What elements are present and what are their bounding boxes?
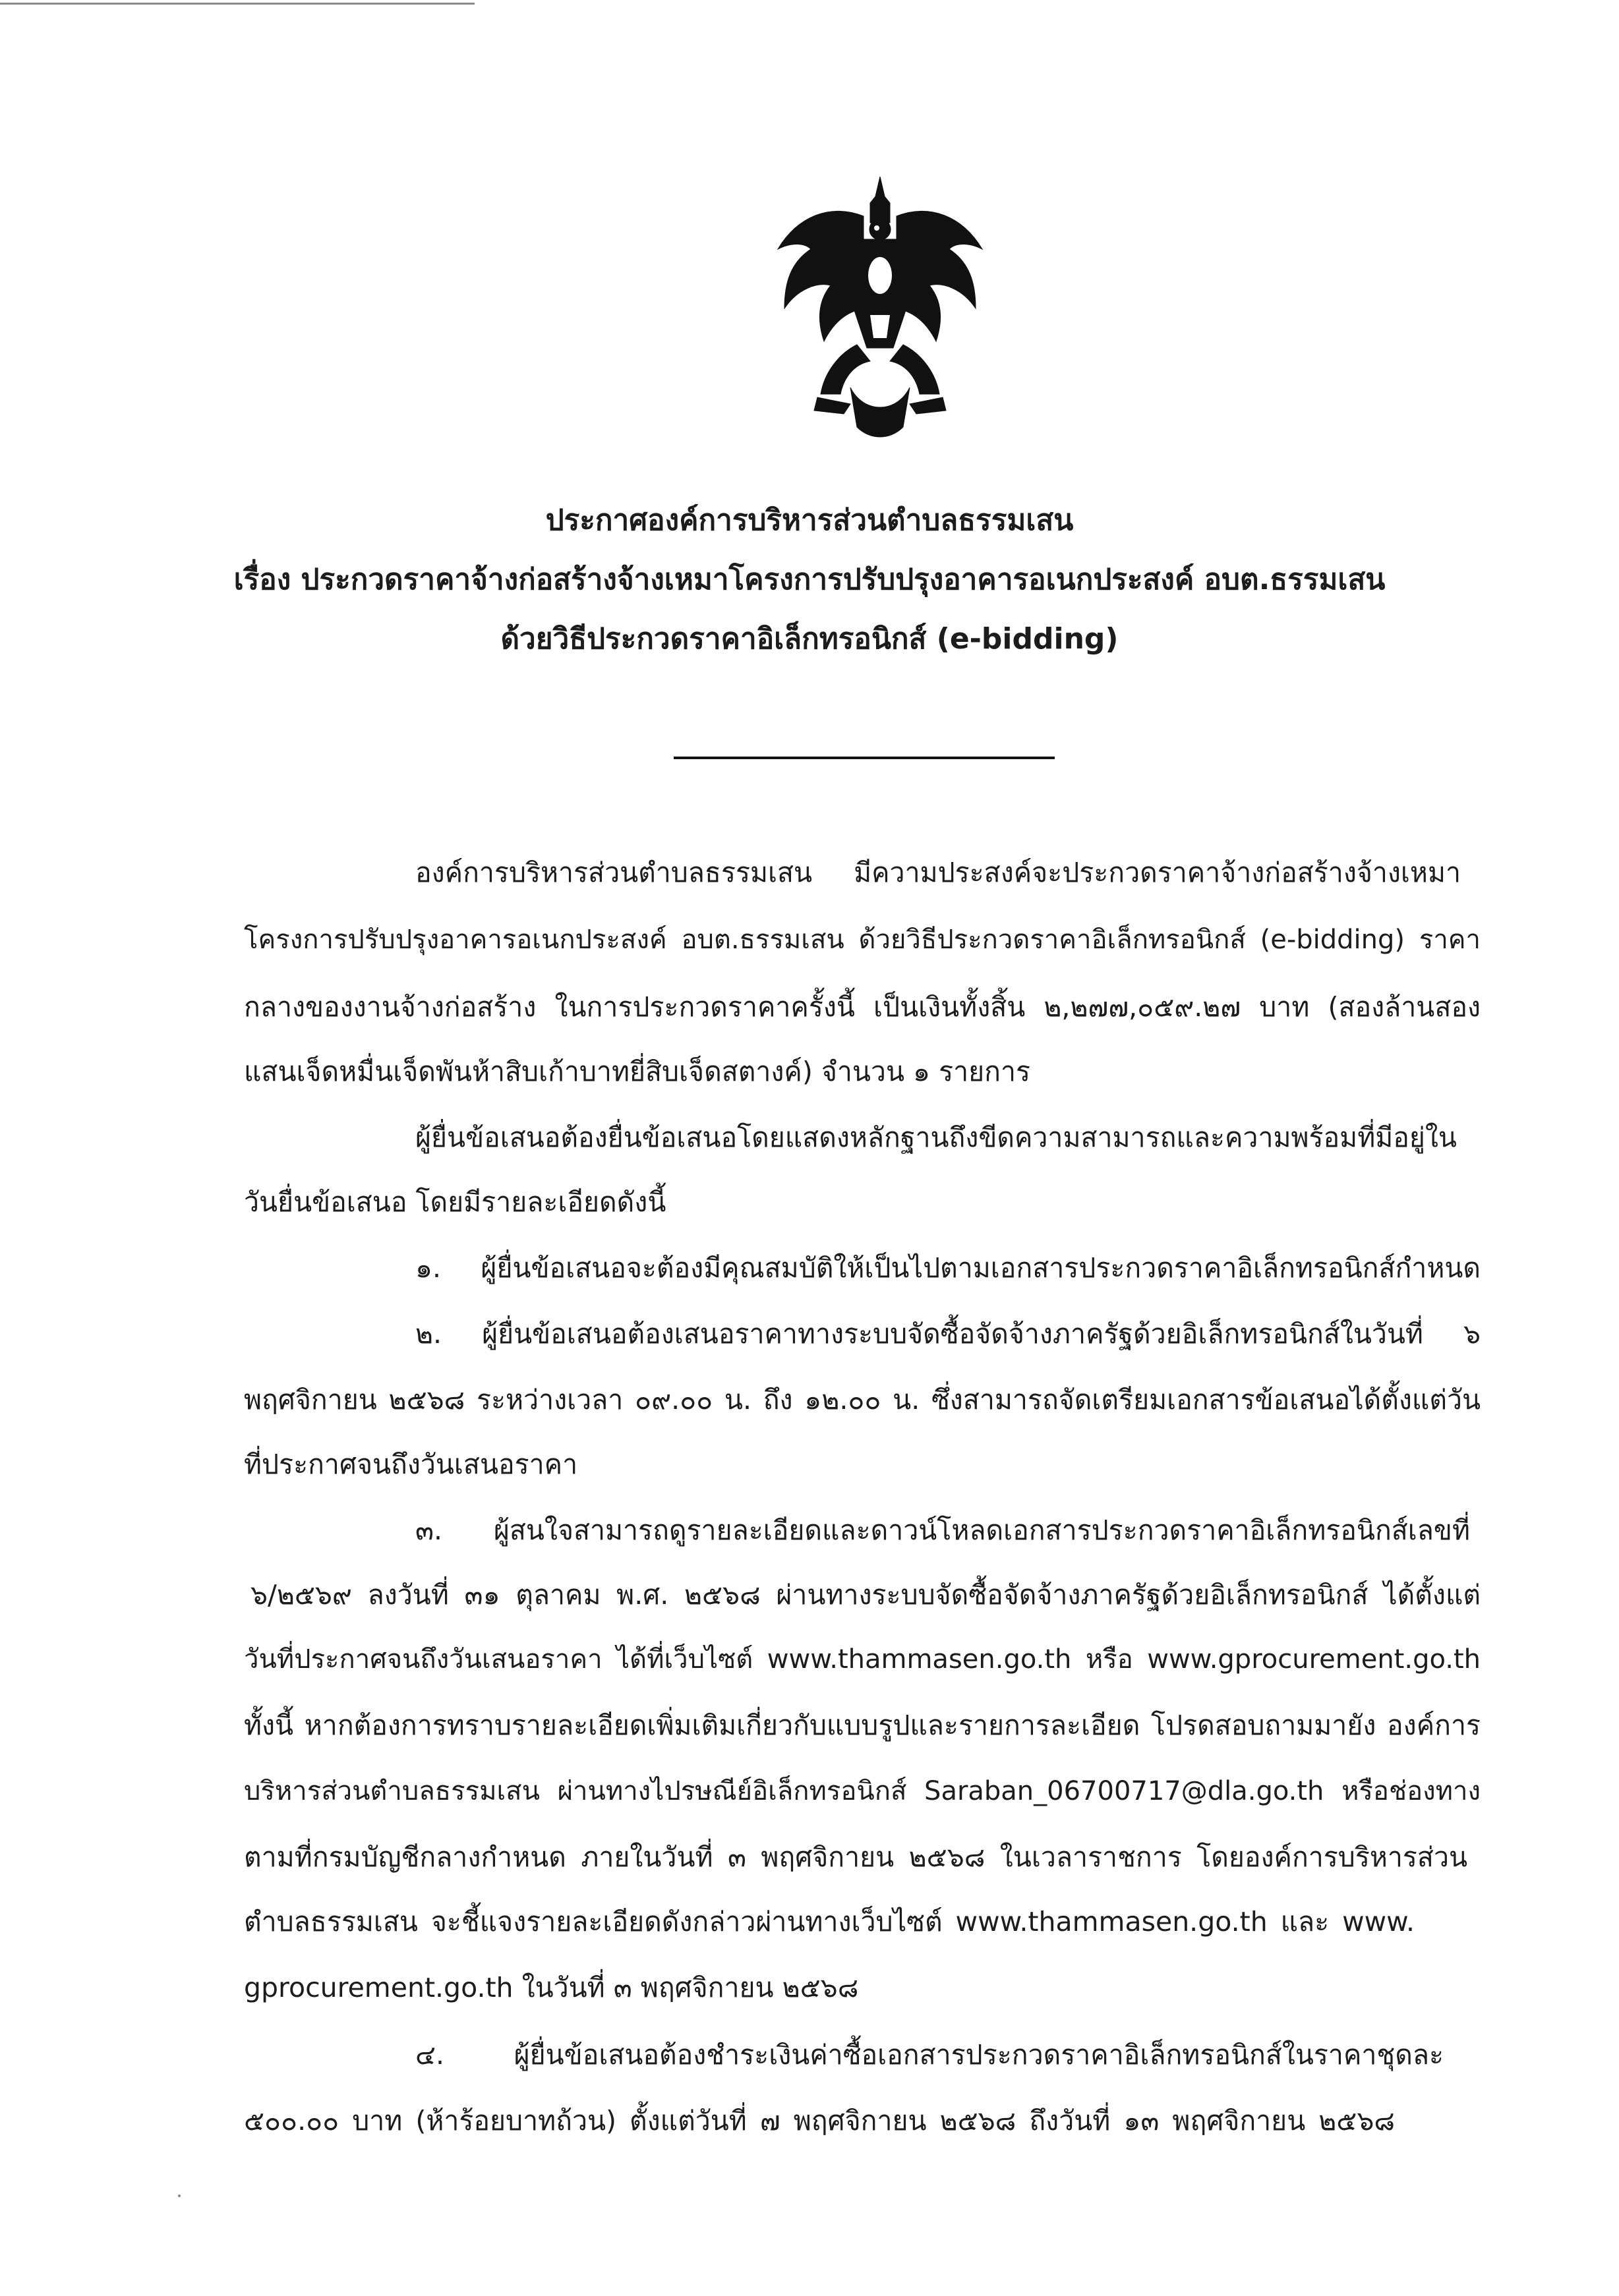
body-line-3: กลางของงานจ้างก่อสร้าง ในการประกวดราคาครั้งนี้ เป็นเงินทั้งสิ้น ๒,๒๗๗,๐๕๙.๒๗ บาท (สองล้านสอง	[244, 991, 1481, 1023]
announcement-title: ประกาศองค์การบริหารส่วนตำบลธรรมเสน	[545, 503, 1074, 537]
scan-speck	[178, 2195, 181, 2197]
body-line-1: องค์การบริหารส่วนตำบลธรรมเสน มีความประสงค์จะประกวดราคาจ้างก่อสร้างจ้างเหมา	[415, 857, 1461, 888]
body-line-2: โครงการปรับปรุงอาคารอเนกประสงค์ อบต.ธรรมเสน ด้วยวิธีประกวดราคาอิเล็กทรอนิกส์ (e-bidding) ราคา	[244, 925, 1481, 955]
body-line-15: บริหารส่วนตำบลธรรมเสน ผ่านทางไปรษณีย์อิเล็กทรอนิกส์ Saraban_06700717@dla.go.th หรือช่องทาง	[244, 1776, 1481, 1806]
body-line-9: พฤศจิกายน ๒๕๖๘ ระหว่างเวลา ๐๙.๐๐ น. ถึง ๑๒.๐๐ น. ซึ่งสามารถจัดเตรียมเอกสารข้อเสนอได้ตั้งแต่วัน	[244, 1384, 1481, 1416]
body-line-11: ๓. ผู้สนใจสามารถดูรายละเอียดและดาวน์โหลดเอกสารประกวดราคาอิเล็กทรอนิกส์เลขที่	[415, 1514, 1470, 1546]
body-line-5: ผู้ยื่นข้อเสนอต้องยื่นข้อเสนอโดยแสดงหลักฐานถึงขีดความสามารถและความพร้อมที่มีอยู่ใน	[415, 1122, 1457, 1153]
body-line-17: ตำบลธรรมเสน จะชี้แจงรายละเอียดดังกล่าวผ่านทางเว็บไซต์ www.thammasen.go.th และ www.	[244, 1906, 1415, 1937]
body-line-12: ๖/๒๕๖๙ ลงวันที่ ๓๑ ตุลาคม พ.ศ. ๒๕๖๘ ผ่านทางระบบจัดซื้อจัดจ้างภาครัฐด้วยอิเล็กทรอนิกส์ ได้ตั้งแต่	[250, 1579, 1481, 1611]
announcement-subject: เรื่อง ประกวดราคาจ้างก่อสร้างจ้างเหมาโครงการปรับปรุงอาคารอเนกประสงค์ อบต.ธรรมเสน	[233, 563, 1386, 596]
body-line-10: ที่ประกาศจนถึงวันเสนอราคา	[244, 1449, 578, 1480]
body-line-18: gprocurement.go.th ในวันที่ ๓ พฤศจิกายน ๒๕๖๘	[244, 1972, 859, 2003]
body-line-19: ๔. ผู้ยื่นข้อเสนอต้องชำระเงินค่าซื้อเอกสารประกวดราคาอิเล็กทรอนิกส์ในราคาชุดละ	[415, 2039, 1444, 2071]
title-divider	[674, 757, 1055, 759]
body-line-7: ๑. ผู้ยื่นข้อเสนอจะต้องมีคุณสมบัติให้เป็นไปตามเอกสารประกวดราคาอิเล็กทรอนิกส์กำหนด	[415, 1252, 1481, 1284]
body-line-6: วันยื่นข้อเสนอ โดยมีรายละเอียดดังนี้	[244, 1186, 666, 1218]
body-line-13: วันที่ประกาศจนถึงวันเสนอราคา ได้ที่เว็บไซต์ www.thammasen.go.th หรือ www.gprocurement.go.th	[244, 1644, 1481, 1675]
body-line-16: ตามที่กรมบัญชีกลางกำหนด ภายในวันที่ ๓ พฤศจิกายน ๒๕๖๘ ในเวลาราชการ โดยองค์การบริหารส่วน	[244, 1841, 1467, 1873]
garuda-emblem-icon	[771, 177, 989, 440]
scan-edge-line	[0, 3, 475, 5]
body-line-8: ๒. ผู้ยื่นข้อเสนอต้องเสนอราคาทางระบบจัดซื้อจัดจ้างภาครัฐด้วยอิเล็กทรอนิกส์ในวันที่ ๖	[415, 1318, 1481, 1350]
body-line-20: ๕๐๐.๐๐ บาท (ห้าร้อยบาทถ้วน) ตั้งแต่วันที่ ๗ พฤศจิกายน ๒๕๖๘ ถึงวันที่ ๑๓ พฤศจิกายน ๒๕๖๘	[244, 2105, 1395, 2137]
body-line-4: แสนเจ็ดหมื่นเจ็ดพันห้าสิบเก้าบาทยี่สิบเจ็ดสตางค์) จำนวน ๑ รายการ	[244, 1056, 1031, 1087]
body-line-14: ทั้งนี้ หากต้องการทราบรายละเอียดเพิ่มเติมเกี่ยวกับแบบรูปและรายการละเอียด โปรดสอบถามมายัง องค์การ	[244, 1709, 1481, 1741]
announcement-method: ด้วยวิธีประกวดราคาอิเล็กทรอนิกส์ (e-bidding)	[500, 622, 1119, 656]
